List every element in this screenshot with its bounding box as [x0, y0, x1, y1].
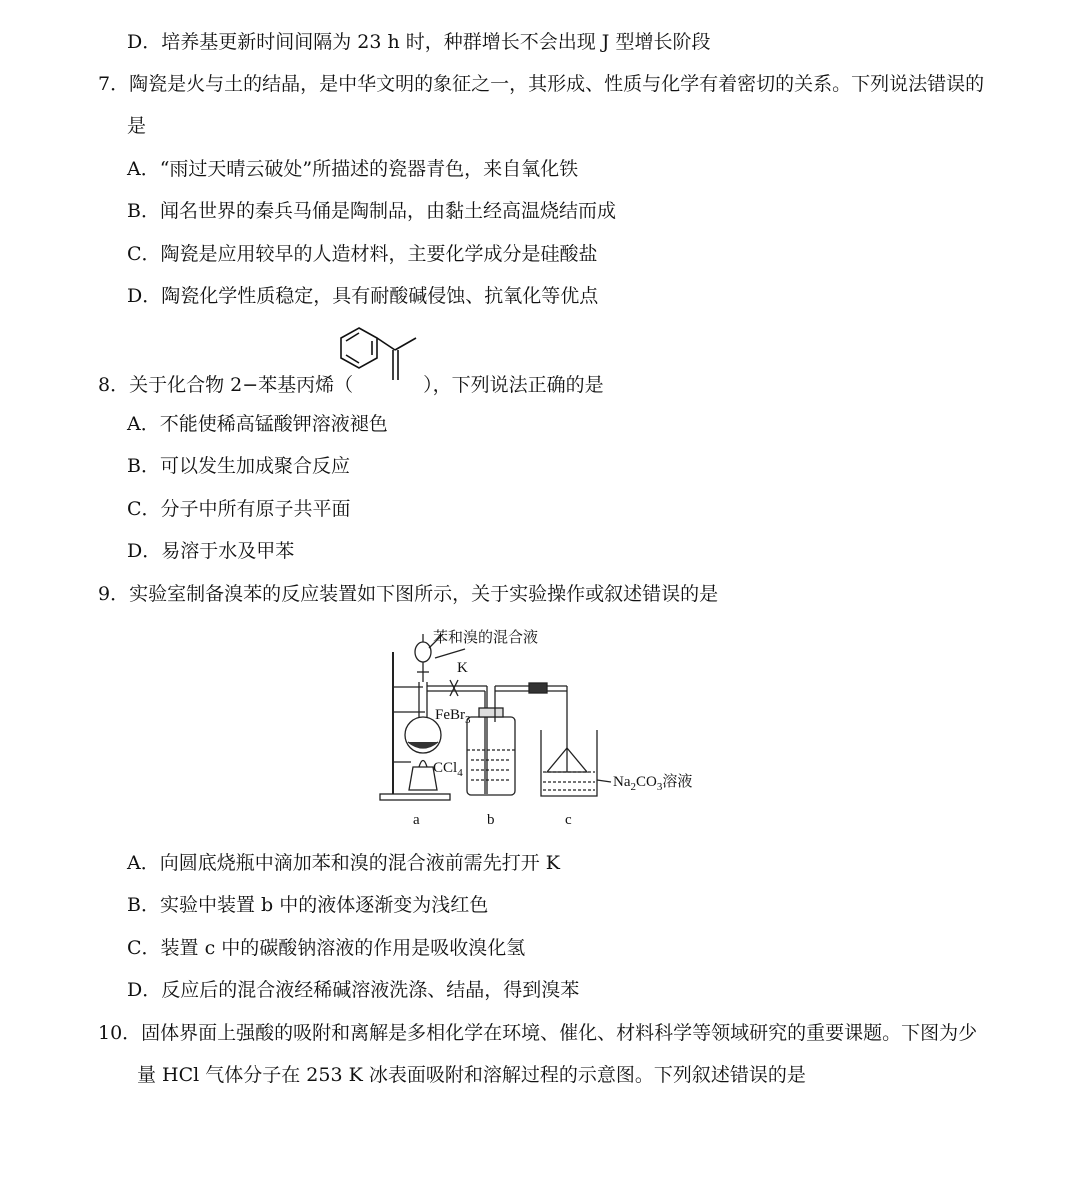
- label-a: a: [413, 812, 420, 828]
- q8-option-c: C．分子中所有原子共平面: [127, 498, 351, 520]
- q8-option-b: B．可以发生加成聚合反应: [127, 455, 350, 477]
- dropping-funnel: [415, 642, 431, 662]
- label-c: c: [565, 812, 572, 828]
- label-b: b: [487, 812, 495, 828]
- bottle-b: [467, 717, 515, 795]
- q8-stem-after: ），下列说法正确的是: [423, 374, 604, 396]
- q7-option-a: A．“雨过天晴云破处”所描述的瓷器青色，来自氧化铁: [127, 158, 579, 180]
- q10-stem-line1: 10．固体界面上强酸的吸附和离解是多相化学在环境、催化、材料科学等领域研究的重要课题。下图为少: [98, 1022, 978, 1044]
- q10-stem-line2: 量 HCl 气体分子在 253 K 冰表面吸附和溶解过程的示意图。下列叙述错误的是: [137, 1064, 806, 1086]
- q9-stem: 9．实验室制备溴苯的反应装置如下图所示，关于实验操作或叙述错误的是: [98, 583, 719, 605]
- q7-stem-line2: 是: [127, 115, 147, 137]
- stand-base: [380, 794, 450, 800]
- ccl4-label: CCl$_4$: [433, 760, 463, 779]
- valve-k-label: K: [457, 660, 468, 676]
- na2co3-label: $Na_2CO_3$溶液: [613, 774, 693, 793]
- bromobenzene-apparatus-figure: [375, 622, 715, 834]
- q7-option-b: B．闻名世界的秦兵马俑是陶制品，由黏土经高温烧结而成: [127, 200, 616, 222]
- q9-option-d: D．反应后的混合液经稀碱溶液洗涤、结晶，得到溴苯: [127, 979, 580, 1001]
- beaker-c: [541, 730, 597, 796]
- mixture-label: 苯和溴的混合液: [433, 630, 539, 646]
- febr3-label: FeBr$_3$: [435, 707, 471, 726]
- q9-option-a: A．向圆底烧瓶中滴加苯和溴的混合液前需先打开 K: [127, 852, 560, 874]
- q9-option-b: B．实验中装置 b 中的液体逐渐变为浅红色: [127, 894, 489, 916]
- q7-stem-line1: 7．陶瓷是火与土的结晶，是中华文明的象征之一，其形成、性质与化学有着密切的关系。下列说法错误的: [98, 73, 985, 95]
- q8-stem: [98, 372, 604, 398]
- q8-option-d: D．易溶于水及甲苯: [127, 540, 295, 562]
- q8-option-a: A．不能使稀高锰酸钾溶液褪色: [127, 413, 388, 435]
- q8-stem-before: 8．关于化合物 2−苯基丙烯（: [98, 374, 354, 396]
- q6-option-d: D．培养基更新时间间隔为 23 h 时，种群增长不会出现 J 型增长阶段: [127, 31, 711, 53]
- q9-option-c: C．装置 c 中的碳酸钠溶液的作用是吸收溴化氢: [127, 937, 526, 959]
- q7-option-c: C．陶瓷是应用较早的人造材料，主要化学成分是硅酸盐: [127, 243, 598, 265]
- q7-option-d: D．陶瓷化学性质稳定，具有耐酸碱侵蚀、抗氧化等优点: [127, 285, 599, 307]
